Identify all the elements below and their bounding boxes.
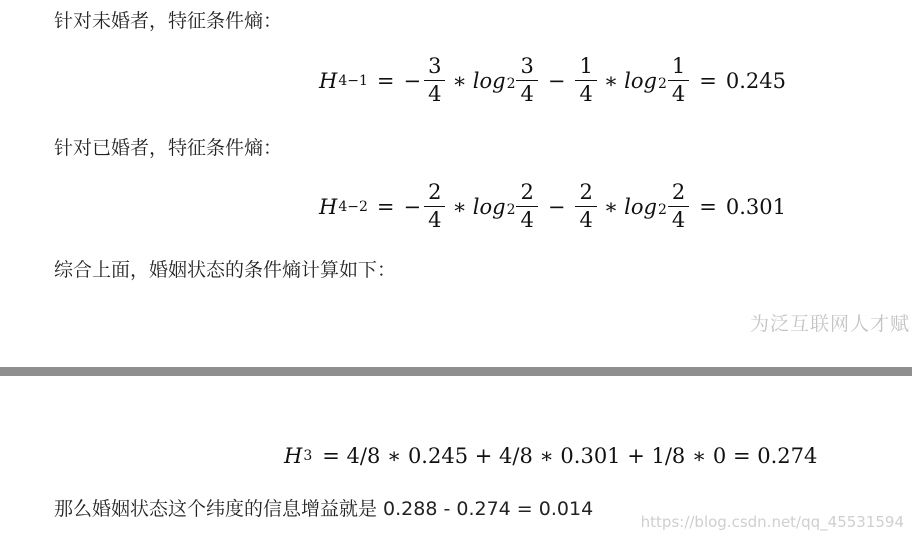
eq1-fraction-4 [670,56,687,105]
eq1-lhs-var: H [319,68,338,93]
eq1-f3-den: 4 [579,82,593,107]
eq2-fraction-2 [518,182,535,231]
paragraph-unmarried-intro: 针对未婚者，特征条件熵： [54,10,283,32]
eq1-times-1: ∗ [452,68,467,93]
eq2-fraction-1 [426,182,443,231]
watermark-banner-text: 为泛互联网人才赋 [749,313,910,335]
eq3-lhs-var: H [284,444,303,468]
eq1-f2-den: 4 [520,82,534,107]
eq2-f2-den: 4 [520,208,534,233]
eq2-lhs-sub: 4−2 [338,198,368,215]
eq1-f4-den: 4 [671,82,686,107]
equation-unmarried-entropy [319,56,786,105]
eq1-fraction-2 [518,56,535,105]
eq3-lhs-sub: 3 [303,448,313,464]
eq1-result: 0.245 [725,68,786,93]
eq3-expression: = 4/8 ∗ 0.245 + 4/8 ∗ 0.301 + 1/8 ∗ 0 = 0.274 [322,444,818,468]
eq1-equals: = [376,68,395,93]
eq2-f3-num: 2 [579,180,593,204]
eq2-f4-num: 2 [671,180,686,204]
eq2-f2-num: 2 [520,180,534,204]
eq1-minus: − [547,68,566,93]
eq2-f4-den: 4 [671,208,686,233]
equation-married-entropy [319,182,786,231]
eq2-fraction-3 [577,182,594,231]
eq2-lhs-var: H [319,194,338,219]
eq1-f3-num: 1 [579,54,593,78]
eq2-result: 0.301 [725,194,786,219]
eq1-negative: − [403,68,422,93]
eq2-minus: − [547,194,566,219]
paragraph-married-intro: 针对已婚者，特征条件熵： [54,137,283,159]
eq1-times-2: ∗ [603,68,619,93]
paragraph-combined-intro: 综合上面，婚姻状态的条件熵计算如下： [54,259,397,281]
eq1-f1-den: 4 [428,82,442,107]
eq2-times-2: ∗ [603,194,619,219]
eq2-f1-den: 4 [428,208,442,233]
eq2-equals-2: = [699,194,717,219]
eq2-log-1: log 2 [472,194,516,219]
eq1-lhs-sub: 4−1 [338,72,368,89]
eq1-fraction-1 [426,56,443,105]
eq1-log-1: log 2 [472,68,516,93]
eq2-fraction-4 [670,182,687,231]
eq2-negative: − [403,194,422,219]
eq1-f1-num: 3 [428,54,442,78]
eq2-f3-den: 4 [579,208,593,233]
eq2-log-2: log 2 [624,194,667,219]
eq1-equals-2: = [699,68,717,93]
equation-combined-entropy [284,444,817,468]
paragraph-information-gain: 那么婚姻状态这个纬度的信息增益就是 0.288 - 0.274 = 0.014 [54,498,594,520]
eq1-fraction-3 [577,56,594,105]
watermark-url: https://blog.csdn.net/qq_45531594 [640,513,904,531]
eq2-times-1: ∗ [452,194,467,219]
eq1-f2-num: 3 [520,54,534,78]
eq2-f1-num: 2 [428,180,442,204]
section-divider [0,367,912,376]
eq2-equals: = [376,194,395,219]
eq1-f4-num: 1 [671,54,686,78]
eq1-log-2: log 2 [624,68,667,93]
